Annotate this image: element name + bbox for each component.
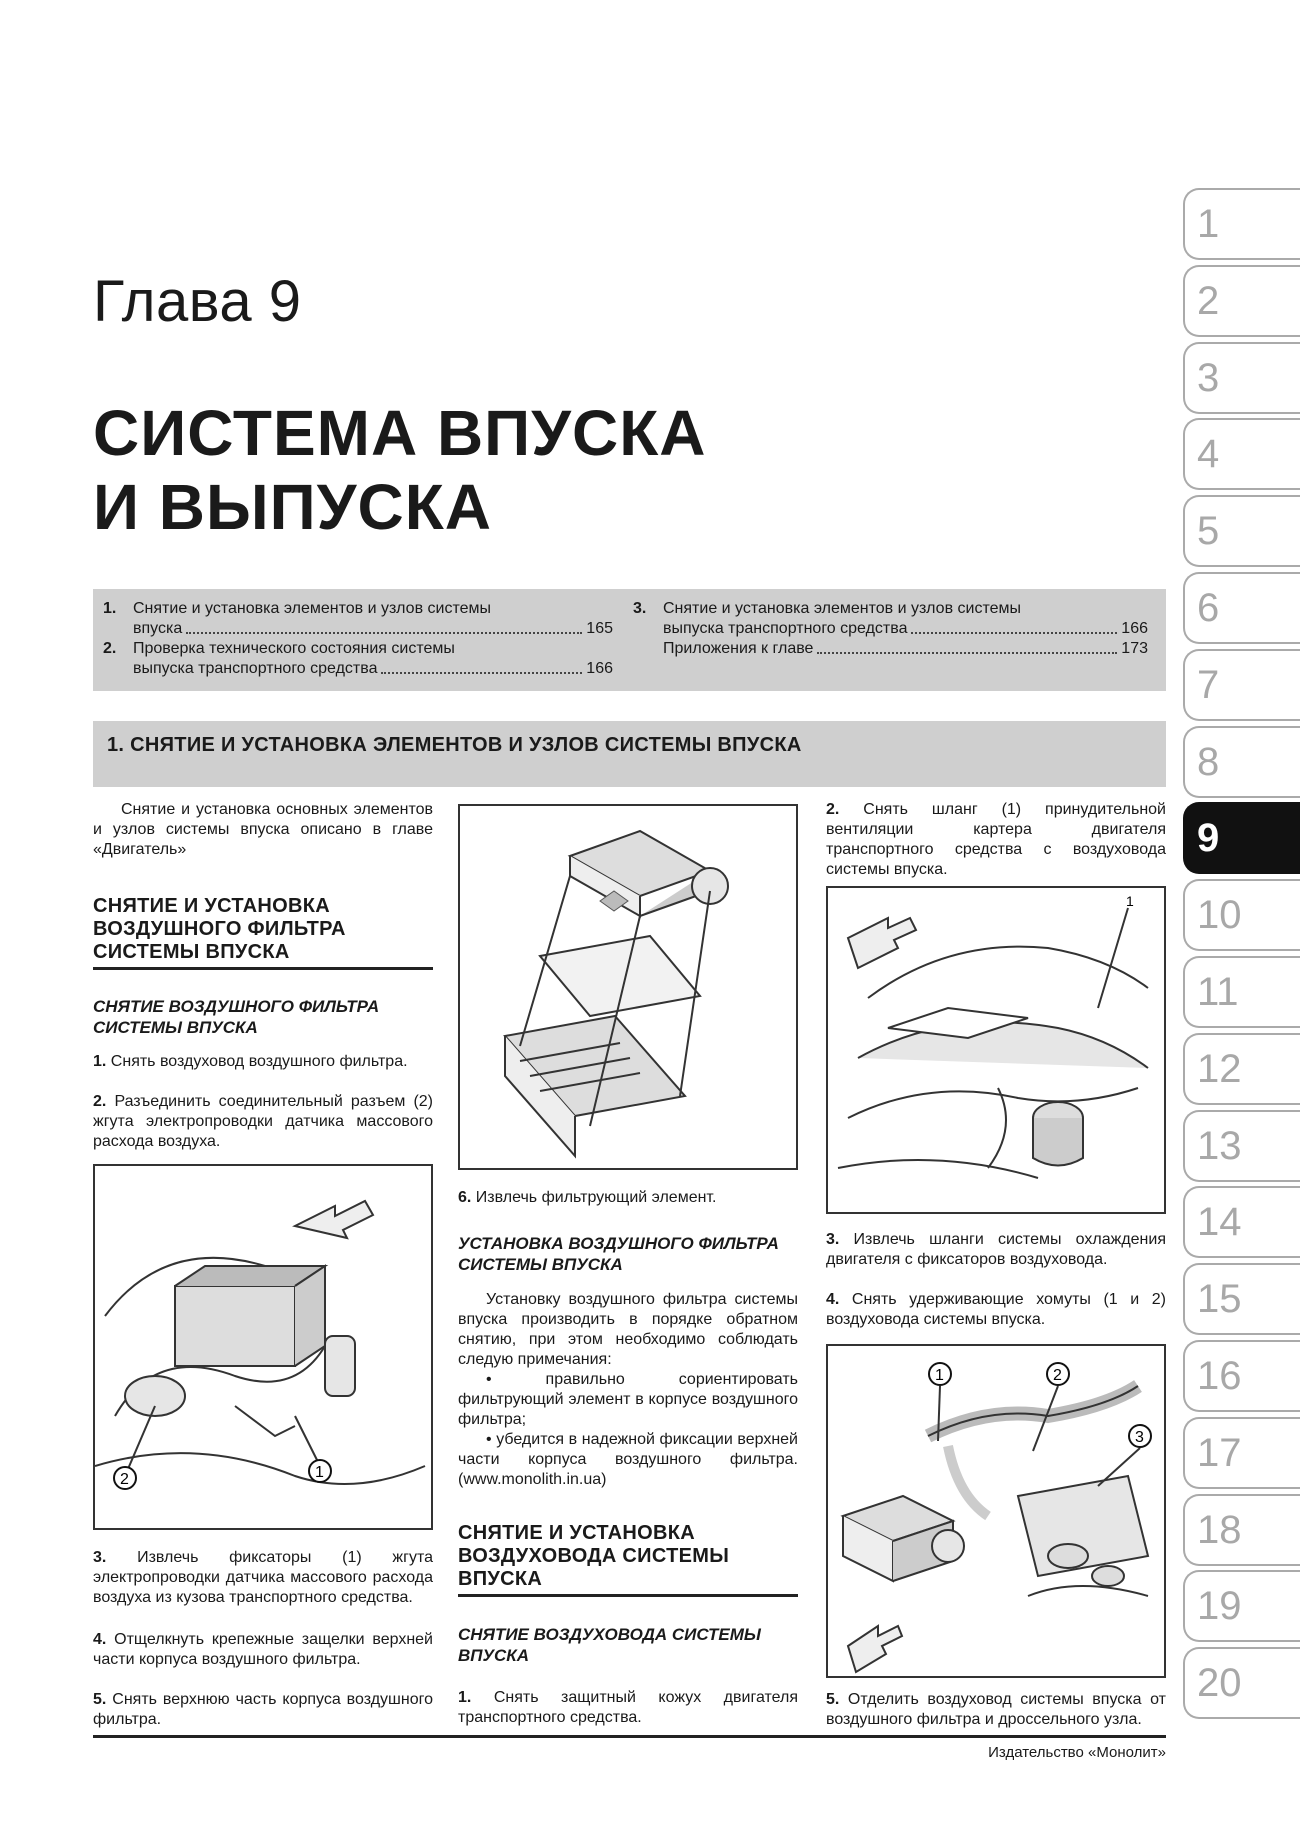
toc-title-line2: впуска	[133, 620, 183, 637]
chapter-title	[93, 396, 706, 544]
step-item	[458, 1688, 798, 1728]
toc-title-line2: Приложения к главе	[663, 640, 814, 657]
step-item	[93, 1548, 433, 1608]
callout-1	[309, 1460, 331, 1482]
chapter-title-line2: И ВЫПУСКА	[93, 471, 492, 543]
subsection-subheading: СНЯТИЕ ВОЗДУШНОГО ФИЛЬТРА СИСТЕМЫ ВПУСКА	[93, 997, 380, 1037]
step-number: 5.	[93, 1691, 107, 1708]
step-text: Извлечь фиксаторы (1) жгута электропроводки датчика массового расхода воздуха из кузова транспортного средства.	[93, 1549, 434, 1606]
chapter-tab-1[interactable]: 1	[1183, 188, 1300, 260]
step-number: 3.	[826, 1231, 840, 1248]
subsection-heading: СНЯТИЕ И УСТАНОВКА ВОЗДУХОВОДА СИСТЕМЫ ВПУСКА	[458, 1522, 798, 1597]
chapter-tab-17[interactable]: 17	[1183, 1417, 1300, 1489]
chapter-tab-14[interactable]: 14	[1183, 1186, 1300, 1258]
section-header	[93, 721, 1166, 787]
install-paragraph: Установку воздушного фильтра системы впуска производить в порядке обратном снятию, при этом необходимо соблюдать следую примечания:	[458, 1291, 798, 1368]
step-number: 6.	[458, 1189, 472, 1206]
svg-text:1: 1	[315, 1464, 324, 1481]
toc-item[interactable]	[103, 639, 613, 679]
chapter-contents	[93, 589, 1166, 691]
step-text: Снять верхнюю часть корпуса воздушного фильтра.	[93, 1691, 433, 1728]
note-bullet: • убедится в надежной фиксации верхней части корпуса воздушного фильтра. (www.monolith.in.ua)	[458, 1431, 798, 1488]
step-number: 4.	[93, 1631, 107, 1648]
step-number: 4.	[826, 1291, 840, 1308]
step-number: 2.	[826, 801, 840, 818]
chapter-label: Глава 9	[93, 269, 302, 334]
callout-2	[1047, 1363, 1069, 1385]
step-item	[826, 1690, 1166, 1730]
air-duct-illustration	[828, 1346, 1164, 1676]
figure-air-filter-exploded	[458, 804, 798, 1170]
subsection-subheading: УСТАНОВКА ВОЗДУШНОГО ФИЛЬТРА СИСТЕМЫ ВПУСКА	[458, 1234, 779, 1274]
toc-number: 2.	[103, 640, 117, 657]
footer-divider	[93, 1735, 1166, 1738]
chapter-tab-9[interactable]: 9	[1183, 802, 1300, 874]
toc-title-line1: Снятие и установка элементов и узлов системы	[133, 600, 491, 617]
step-text: Извлечь шланги системы охлаждения двигателя с фиксаторов воздуховода.	[826, 1231, 1166, 1268]
svg-text:1: 1	[935, 1367, 944, 1384]
step-item	[93, 1052, 433, 1072]
figure-pcv-hose	[826, 886, 1166, 1214]
toc-item[interactable]	[633, 599, 1148, 639]
chapter-tab-15[interactable]: 15	[1183, 1263, 1300, 1335]
chapter-tab-4[interactable]: 4	[1183, 418, 1300, 490]
svg-text:3: 3	[1135, 1429, 1144, 1446]
chapter-tab-16[interactable]: 16	[1183, 1340, 1300, 1412]
chapter-tab-2[interactable]: 2	[1183, 265, 1300, 337]
callout-3	[1129, 1425, 1151, 1447]
publisher-credit: Издательство «Монолит»	[988, 1744, 1166, 1761]
step-text: Извлечь фильтрующий элемент.	[475, 1189, 717, 1206]
air-filter-illustration	[460, 806, 796, 1168]
chapter-tab-8[interactable]: 8	[1183, 726, 1300, 798]
chapter-tab-6[interactable]: 6	[1183, 572, 1300, 644]
step-text: Отщелкнуть крепежные защелки верхней части корпуса воздушного фильтра.	[93, 1631, 433, 1668]
chapter-tab-18[interactable]: 18	[1183, 1494, 1300, 1566]
step-text: Снять защитный кожух двигателя транспортного средства.	[458, 1689, 799, 1726]
step-item	[93, 1690, 433, 1730]
step-number: 2.	[93, 1093, 107, 1110]
chapter-tab-13[interactable]: 13	[1183, 1110, 1300, 1182]
toc-title-line1: Снятие и установка элементов и узлов системы	[663, 600, 1021, 617]
chapter-tab-3[interactable]: 3	[1183, 342, 1300, 414]
toc-page: 165	[586, 620, 613, 637]
chapter-tab-7[interactable]: 7	[1183, 649, 1300, 721]
toc-title-line2: выпуска транспортного средства	[663, 620, 908, 637]
chapter-tab-5[interactable]: 5	[1183, 495, 1300, 567]
engine-bay-illustration	[95, 1166, 431, 1528]
step-item	[93, 1092, 433, 1152]
toc-item[interactable]	[633, 639, 1148, 659]
toc-number: 3.	[633, 600, 647, 617]
chapter-tab-12[interactable]: 12	[1183, 1033, 1300, 1105]
step-text: Снять шланг (1) принудительной вентиляции картера двигателя транспортного средства с воздуховода системы впуска.	[826, 801, 1166, 878]
step-text: Разъединить соединительный разъем (2) жгута электропроводки датчика массового расхода воздуха.	[93, 1093, 433, 1150]
chapter-title-line1: СИСТЕМА ВПУСКА	[93, 397, 707, 469]
step-text: Снять удерживающие хомуты (1 и 2) воздуховода системы впуска.	[826, 1291, 1166, 1328]
subsection-heading: СНЯТИЕ И УСТАНОВКА ВОЗДУШНОГО ФИЛЬТРА СИСТЕМЫ ВПУСКА	[93, 895, 433, 970]
toc-page: 166	[1121, 620, 1148, 637]
callout-1	[929, 1363, 951, 1385]
step-number: 1.	[93, 1053, 107, 1070]
step-number: 1.	[458, 1689, 472, 1706]
toc-page: 173	[1121, 640, 1148, 657]
intro-paragraph: Снятие и установка основных элементов и узлов системы впуска описано в главе «Двигатель»	[93, 801, 433, 858]
step-item	[826, 1230, 1166, 1270]
toc-number: 1.	[103, 600, 117, 617]
step-item	[458, 1188, 798, 1208]
figure-battery-maf-connector	[93, 1164, 433, 1530]
figure-duct-clamps	[826, 1344, 1166, 1678]
callout-2	[114, 1467, 136, 1489]
step-text: Снять воздуховод воздушного фильтра.	[110, 1053, 408, 1070]
note-bullet: • правильно сориентировать фильтрующий элемент в корпусе воздушного фильтра;	[458, 1371, 798, 1428]
subsection-subheading: СНЯТИЕ ВОЗДУХОВОДА СИСТЕМЫ ВПУСКА	[458, 1625, 761, 1665]
callout-1: 1	[1126, 893, 1134, 909]
step-number: 3.	[93, 1549, 107, 1566]
toc-item[interactable]	[103, 599, 613, 639]
chapter-tab-10[interactable]: 10	[1183, 879, 1300, 951]
step-item	[826, 800, 1166, 880]
toc-number	[633, 639, 663, 659]
pcv-hose-illustration	[828, 888, 1164, 1212]
step-number: 5.	[826, 1691, 840, 1708]
step-item	[93, 1630, 433, 1670]
toc-title-line1: Проверка технического состояния системы	[133, 640, 455, 657]
step-item	[826, 1290, 1166, 1330]
svg-text:2: 2	[120, 1471, 129, 1488]
step-text: Отделить воздуховод системы впуска от воздушного фильтра и дроссельного узла.	[826, 1691, 1166, 1728]
svg-text:2: 2	[1053, 1367, 1062, 1384]
chapter-tab-11[interactable]: 11	[1183, 956, 1300, 1028]
toc-page: 166	[586, 660, 613, 677]
chapter-tab-19[interactable]: 19	[1183, 1570, 1300, 1642]
toc-title-line2: выпуска транспортного средства	[133, 660, 378, 677]
chapter-tab-20[interactable]: 20	[1183, 1647, 1300, 1719]
section-title: 1. СНЯТИЕ И УСТАНОВКА ЭЛЕМЕНТОВ И УЗЛОВ СИСТЕМЫ ВПУСКА	[107, 734, 802, 756]
